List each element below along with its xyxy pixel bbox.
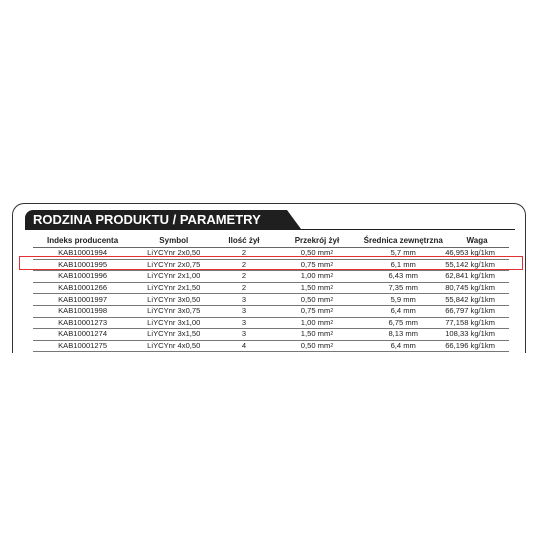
unit-superscript: 2 — [330, 250, 334, 257]
product-parameters-panel — [12, 203, 526, 353]
cell-symbol: LiYCYnr 2x1,50 — [132, 282, 215, 294]
cell-weight: 46,953 kg/1km — [445, 248, 509, 260]
cell-outer-diameter: 5,7 mm — [361, 248, 445, 260]
cell-weight: 55,142 kg/1km — [445, 259, 509, 271]
table-row — [33, 282, 509, 294]
unit-superscript: 2 — [330, 308, 334, 315]
cell-weight: 77,158 kg/1km — [445, 317, 509, 329]
cell-core-count: 4 — [215, 340, 272, 352]
cell-symbol: LiYCYnr 3x0,50 — [132, 294, 215, 306]
table-row — [33, 340, 509, 352]
cell-index: KAB10001996 — [33, 271, 132, 283]
header-symbol: Symbol — [132, 233, 215, 248]
cell-outer-diameter: 6,43 mm — [361, 271, 445, 283]
title-underline — [25, 229, 515, 230]
cell-symbol: LiYCYnr 2x0,75 — [132, 259, 215, 271]
cell-index: KAB10001274 — [33, 329, 132, 341]
unit-superscript: 2 — [330, 343, 334, 350]
cell-index: KAB10001994 — [33, 248, 132, 260]
cell-index: KAB10001997 — [33, 294, 132, 306]
table-row — [33, 317, 509, 329]
cell-cross-section: 0,50 $mm^2$ — [273, 294, 362, 306]
cell-core-count: 2 — [215, 248, 272, 260]
cell-cross-section: 1,50 $mm^2$ — [273, 282, 362, 294]
cell-weight: 62,841 kg/1km — [445, 271, 509, 283]
cell-outer-diameter: 6,1 mm — [361, 259, 445, 271]
header-weight: Waga — [445, 233, 509, 248]
cell-index: KAB10001995 — [33, 259, 132, 271]
cell-symbol: LiYCYnr 4x0,50 — [132, 340, 215, 352]
cell-outer-diameter: 6,75 mm — [361, 317, 445, 329]
cell-weight: 80,745 kg/1km — [445, 282, 509, 294]
cell-cross-section: 1,00 $mm^2$ — [273, 317, 362, 329]
cell-cross-section: 0,50 $mm^2$ — [273, 248, 362, 260]
cell-cross-section: 0,75 $mm^2$ — [273, 259, 362, 271]
cell-symbol: LiYCYnr 3x0,75 — [132, 305, 215, 317]
cell-weight: 55,842 kg/1km — [445, 294, 509, 306]
cell-index: KAB10001998 — [33, 305, 132, 317]
table-row — [33, 305, 509, 317]
cell-core-count: 2 — [215, 282, 272, 294]
unit-superscript: 2 — [330, 319, 334, 326]
cell-index: KAB10001273 — [33, 317, 132, 329]
cell-cross-section: 0,75 $mm^2$ — [273, 305, 362, 317]
cell-index: KAB10001275 — [33, 340, 132, 352]
header-core-count: Ilość żył — [215, 233, 272, 248]
cell-cross-section: 0,50 $mm^2$ — [273, 340, 362, 352]
unit-superscript: 2 — [330, 261, 334, 268]
cell-symbol: LiYCYnr 2x0,50 — [132, 248, 215, 260]
cell-symbol: LiYCYnr 3x1,50 — [132, 329, 215, 341]
cell-core-count: 3 — [215, 329, 272, 341]
cell-core-count: 3 — [215, 317, 272, 329]
cell-core-count: 2 — [215, 259, 272, 271]
unit-superscript: 2 — [330, 296, 334, 303]
cell-core-count: 2 — [215, 271, 272, 283]
highlighted-row-frame — [19, 256, 523, 270]
unit-superscript: 2 — [330, 273, 334, 280]
cell-index: KAB10001266 — [33, 282, 132, 294]
cell-core-count: 3 — [215, 294, 272, 306]
cell-outer-diameter: 6,4 mm — [361, 305, 445, 317]
cell-symbol: LiYCYnr 2x1,00 — [132, 271, 215, 283]
parameters-table — [33, 233, 509, 352]
cell-outer-diameter: 5,9 mm — [361, 294, 445, 306]
table-row — [33, 294, 509, 306]
cell-outer-diameter: 8,13 mm — [361, 329, 445, 341]
unit-superscript: 2 — [330, 331, 334, 338]
table-row — [33, 329, 509, 341]
cell-symbol: LiYCYnr 3x1,00 — [132, 317, 215, 329]
header-index: Indeks producenta — [33, 233, 132, 248]
cell-cross-section: 1,50 $mm^2$ — [273, 329, 362, 341]
cell-outer-diameter: 6,4 mm — [361, 340, 445, 352]
cell-core-count: 3 — [215, 305, 272, 317]
table-row — [33, 271, 509, 283]
table-header-row — [33, 233, 509, 248]
cell-weight: 66,196 kg/1km — [445, 340, 509, 352]
cell-cross-section: 1,00 $mm^2$ — [273, 271, 362, 283]
cell-weight: 108,33 kg/1km — [445, 329, 509, 341]
panel-title: RODZINA PRODUKTU / PARAMETRY — [25, 210, 287, 229]
cell-outer-diameter: 7,35 mm — [361, 282, 445, 294]
cell-weight: 66,797 kg/1km — [445, 305, 509, 317]
header-outer-diameter: Średnica zewnętrzna — [361, 233, 445, 248]
header-cross-section: Przekrój żył — [273, 233, 362, 248]
unit-superscript: 2 — [330, 285, 334, 292]
